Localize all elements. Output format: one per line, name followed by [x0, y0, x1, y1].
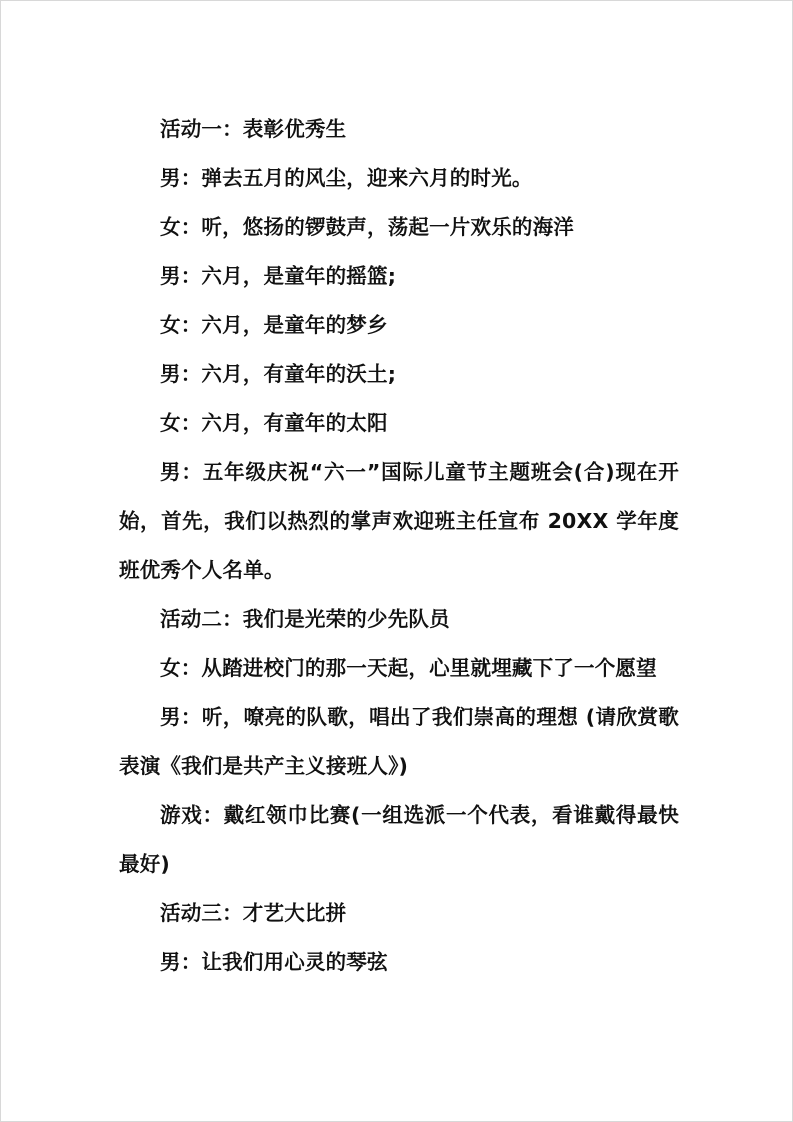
paragraph: 女：听，悠扬的锣鼓声，荡起一片欢乐的海洋 — [160, 215, 574, 239]
paragraph: 女：从踏进校门的那一天起，心里就埋藏下了一个愿望 — [160, 656, 657, 680]
document-body — [119, 105, 679, 987]
paragraph: 男：六月，是童年的摇篮; — [160, 264, 397, 288]
paragraph: 活动一：表彰优秀生 — [160, 117, 347, 141]
paragraph: 男：让我们用心灵的琴弦 — [160, 950, 388, 974]
paragraph: 活动二：我们是光荣的少先队员 — [160, 607, 450, 631]
paragraph: 男：弹去五月的风尘，迎来六月的时光。 — [160, 166, 533, 190]
paragraph: 男：听，嘹亮的队歌，唱出了我们崇高的理想 (请欣赏歌表演《我们是共产主义接班人》) — [119, 705, 679, 778]
paragraph: 女：六月，是童年的梦乡 — [160, 313, 388, 337]
paragraph: 游戏：戴红领巾比赛(一组选派一个代表，看谁戴得最快最好) — [119, 803, 679, 876]
paragraph: 女：六月，有童年的太阳 — [160, 411, 388, 435]
paragraph: 男：六月，有童年的沃土; — [160, 362, 397, 386]
paragraph: 活动三：才艺大比拼 — [160, 901, 347, 925]
paragraph: 男：五年级庆祝“六一”国际儿童节主题班会(合)现在开始，首先，我们以热烈的掌声欢迎班主任宣布 20XX 学年度班优秀个人名单。 — [119, 460, 679, 582]
